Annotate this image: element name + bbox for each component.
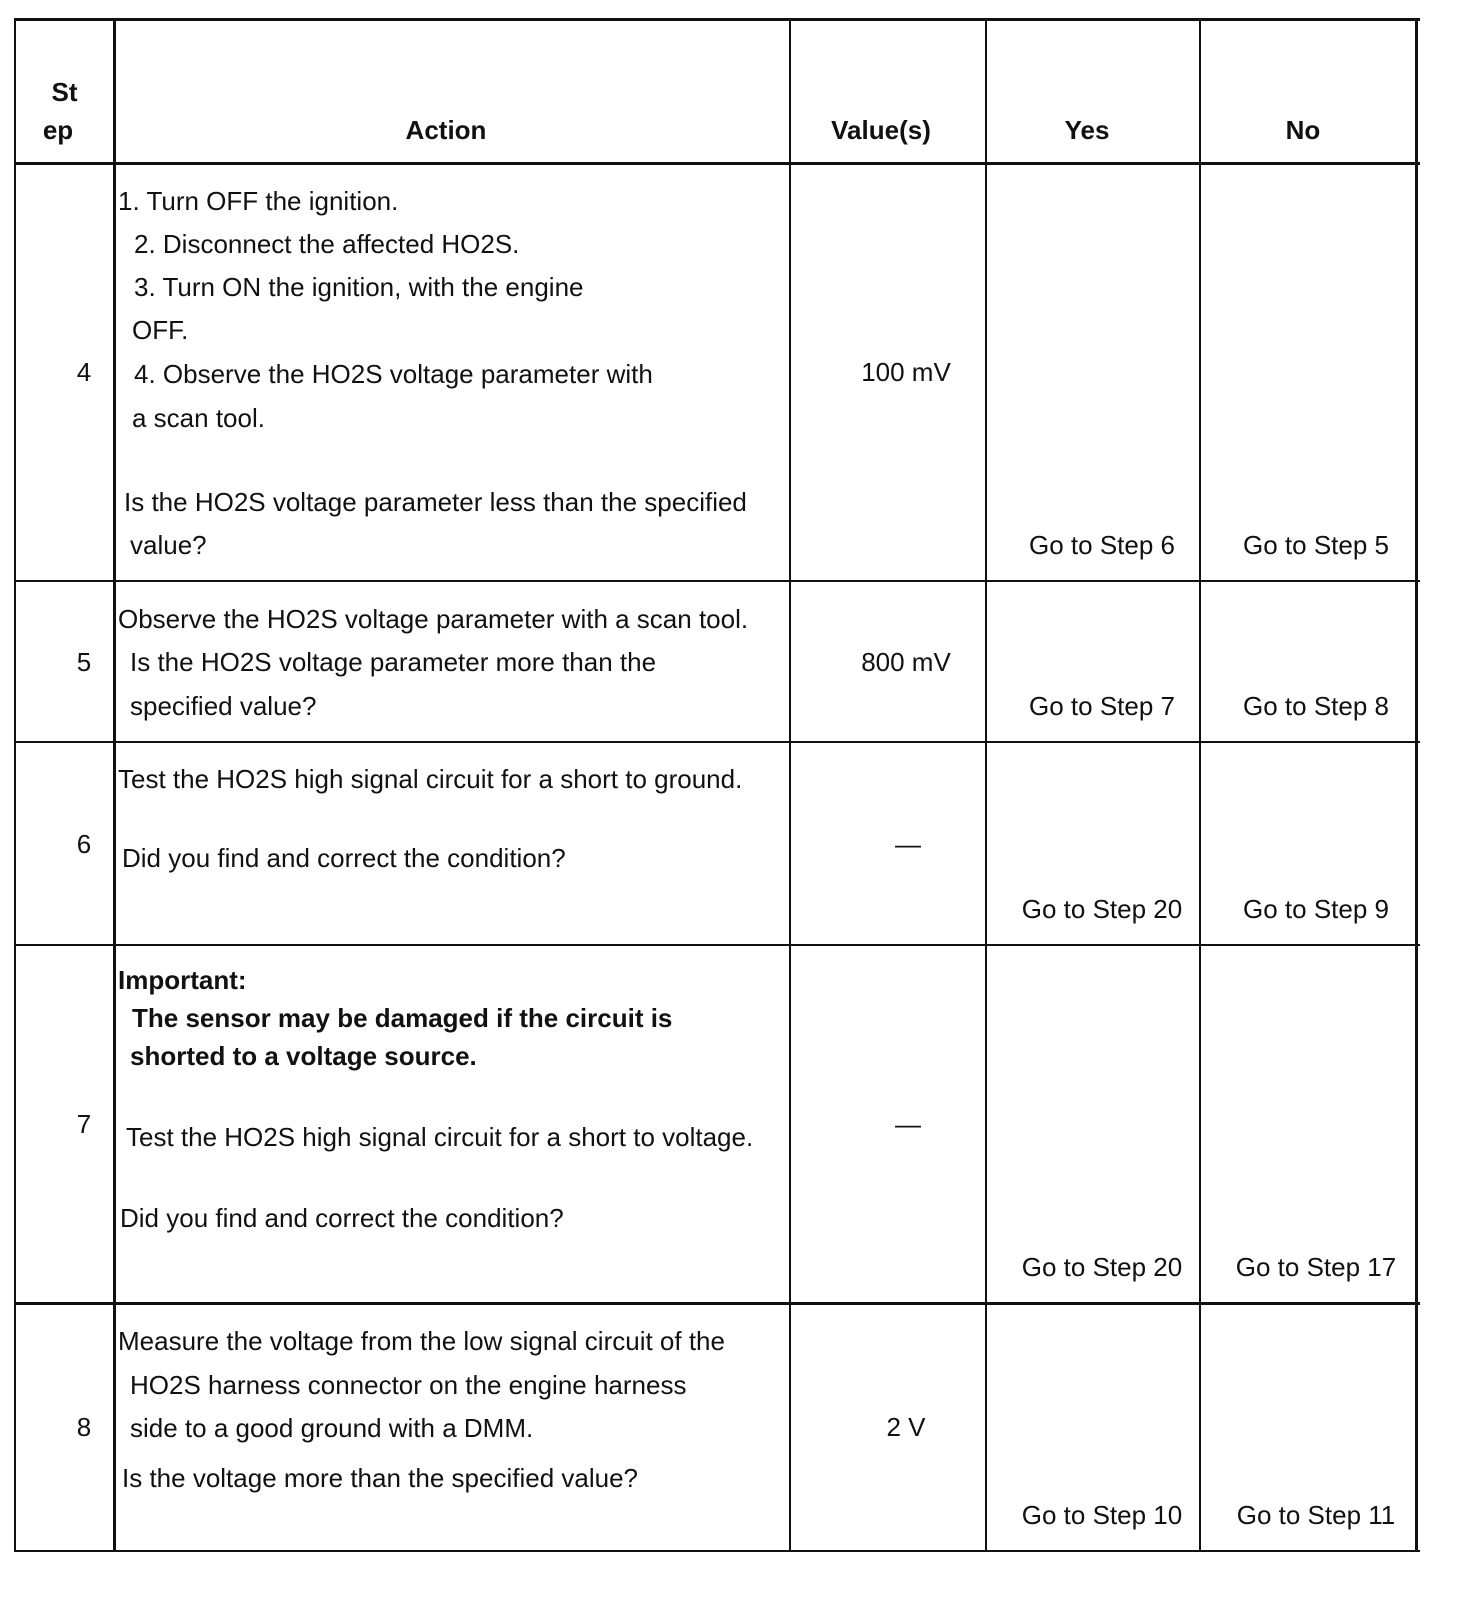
- header-no: No: [1285, 115, 1321, 145]
- action-line: value?: [130, 530, 207, 560]
- action-line: 3. Turn ON the ignition, with the engine: [134, 272, 584, 302]
- step-number: 7: [76, 1109, 92, 1139]
- value-cell: —: [895, 829, 921, 859]
- action-line: Did you find and correct the condition?: [122, 843, 566, 873]
- step-number: 4: [76, 357, 92, 387]
- action-line: Is the HO2S voltage parameter more than the: [130, 647, 657, 677]
- important-note-line: The sensor may be damaged if the circuit is: [132, 1003, 673, 1033]
- column-divider: [1199, 18, 1201, 1552]
- column-divider: [985, 18, 987, 1552]
- value-cell: 2 V: [886, 1412, 926, 1442]
- step-number: 6: [76, 829, 92, 859]
- step-number: 8: [76, 1412, 92, 1442]
- table-border-top: [14, 18, 1420, 21]
- table-border-right: [1415, 18, 1418, 1552]
- important-note-line: shorted to a voltage source.: [130, 1041, 477, 1071]
- header-action: Action: [405, 115, 487, 145]
- value-cell: —: [895, 1109, 921, 1139]
- step-number: 5: [76, 647, 92, 677]
- action-line: Measure the voltage from the low signal circuit of the: [118, 1326, 725, 1356]
- action-line: side to a good ground with a DMM.: [130, 1413, 534, 1443]
- row-divider: [14, 944, 1420, 946]
- table-border-bottom: [14, 1550, 1420, 1552]
- header-step-line1: St: [51, 77, 78, 107]
- action-line: Test the HO2S high signal circuit for a short to ground.: [118, 764, 743, 794]
- action-line: a scan tool.: [132, 403, 265, 433]
- action-line: HO2S harness connector on the engine harness: [130, 1370, 687, 1400]
- no-cell: Go to Step 5: [1243, 530, 1389, 560]
- important-label: Important:: [118, 965, 247, 995]
- table-border-left: [14, 18, 16, 1552]
- action-line: 2. Disconnect the affected HO2S.: [134, 229, 520, 259]
- header-values: Value(s): [831, 115, 931, 145]
- action-line: Did you find and correct the condition?: [120, 1203, 564, 1233]
- row-divider: [14, 580, 1420, 582]
- action-line: specified value?: [130, 691, 317, 721]
- action-line: Is the voltage more than the specified value?: [122, 1463, 638, 1493]
- value-cell: 800 mV: [861, 647, 951, 677]
- no-cell: Go to Step 11: [1236, 1500, 1396, 1530]
- no-cell: Go to Step 9: [1243, 894, 1389, 924]
- yes-cell: Go to Step 6: [1029, 530, 1175, 560]
- action-line: Observe the HO2S voltage parameter with a scan tool.: [118, 604, 749, 634]
- action-line: OFF.: [132, 315, 189, 345]
- yes-cell: Go to Step 7: [1029, 691, 1175, 721]
- no-cell: Go to Step 17: [1235, 1252, 1397, 1282]
- action-line: 1. Turn OFF the ignition.: [118, 186, 399, 216]
- column-divider: [789, 18, 791, 1552]
- action-line: Is the HO2S voltage parameter less than the specified: [124, 487, 747, 517]
- action-line: Test the HO2S high signal circuit for a short to voltage.: [126, 1122, 754, 1152]
- no-cell: Go to Step 8: [1243, 691, 1389, 721]
- row-divider: [14, 1302, 1420, 1305]
- yes-cell: Go to Step 20: [1021, 894, 1183, 924]
- header-row-divider: [14, 162, 1420, 165]
- header-yes: Yes: [1064, 115, 1110, 145]
- value-cell: 100 mV: [861, 357, 951, 387]
- row-divider: [14, 741, 1420, 743]
- yes-cell: Go to Step 20: [1021, 1252, 1183, 1282]
- action-line: 4. Observe the HO2S voltage parameter with: [134, 359, 653, 389]
- yes-cell: Go to Step 10: [1021, 1500, 1183, 1530]
- header-step-line2: ep: [42, 115, 74, 145]
- column-divider: [113, 18, 116, 1552]
